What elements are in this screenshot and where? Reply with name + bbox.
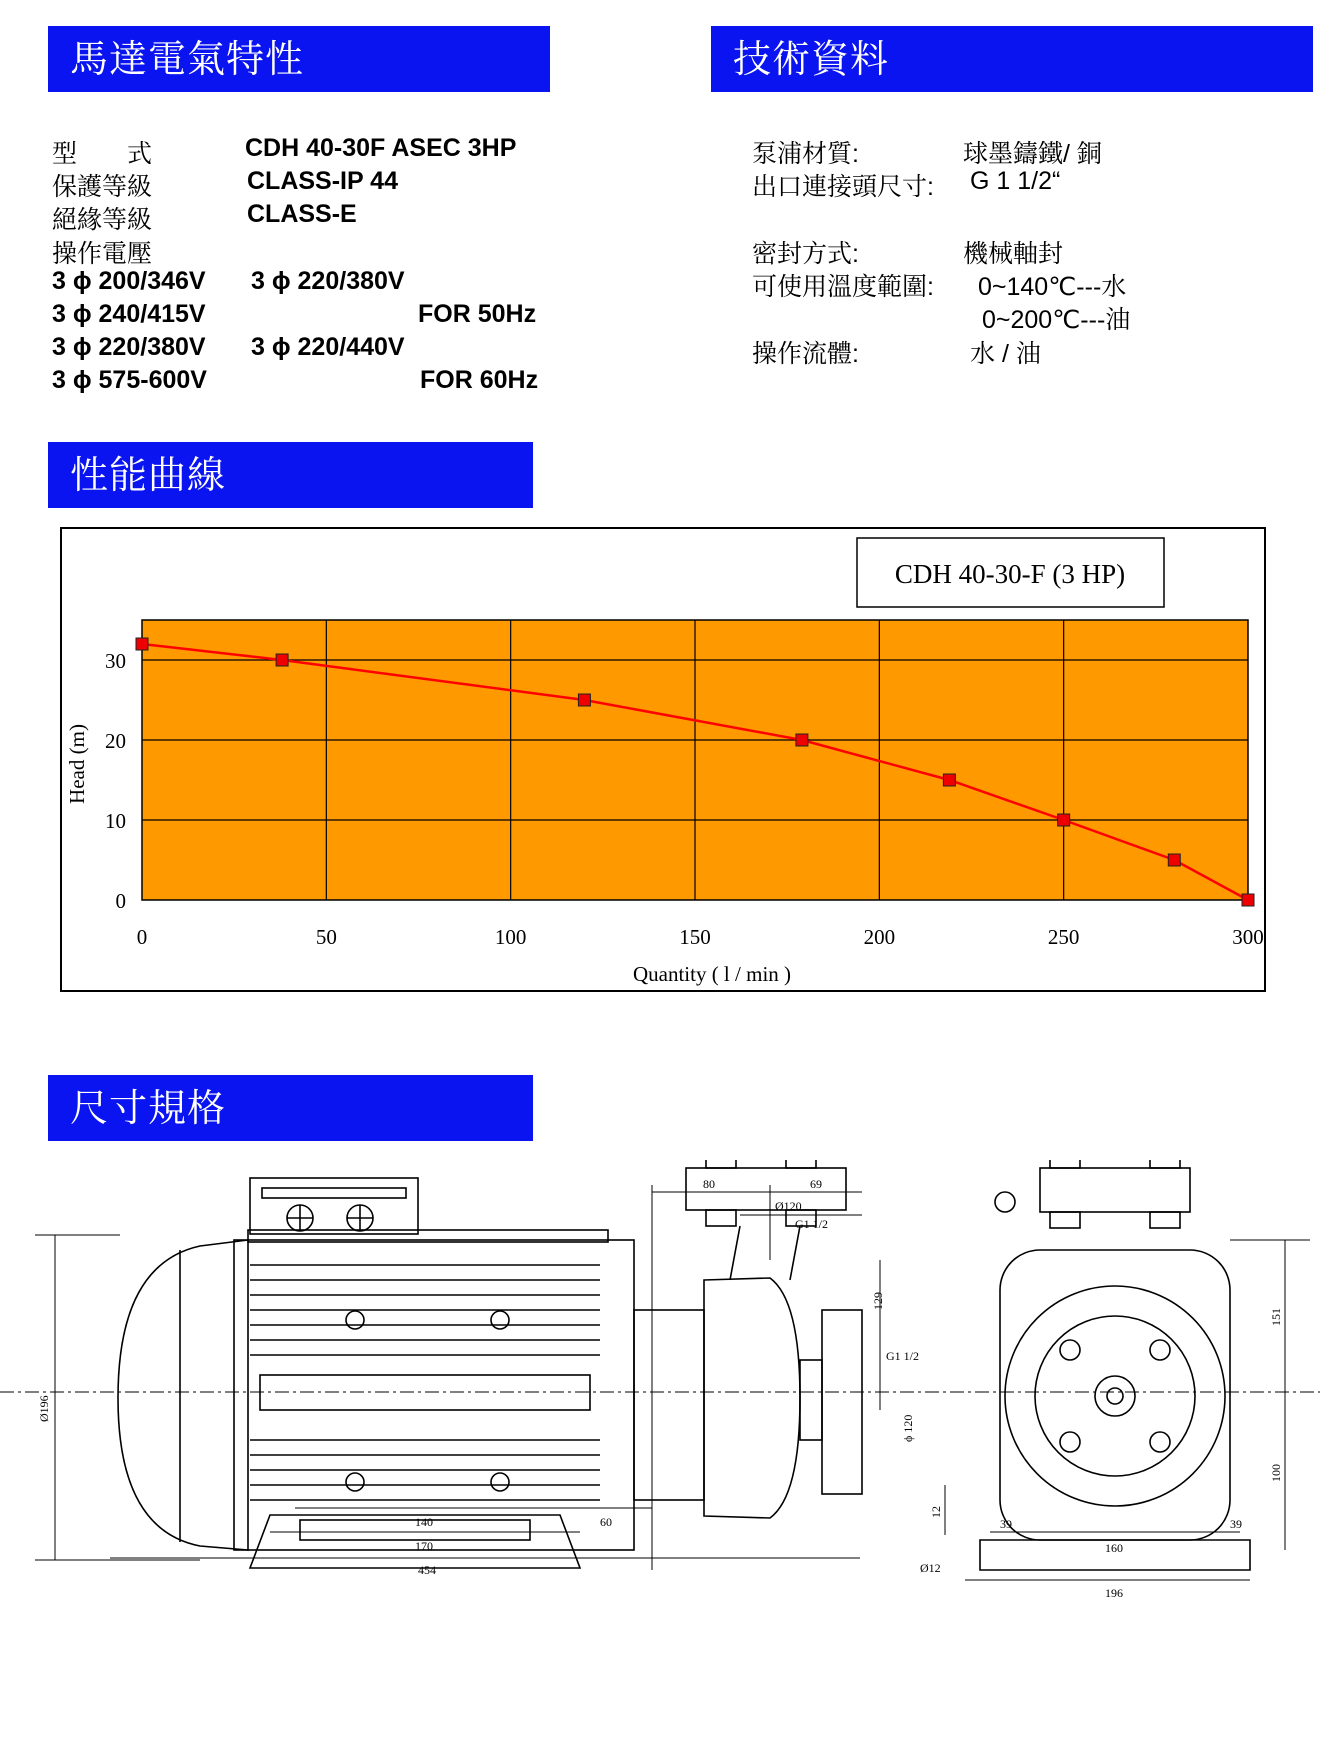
x-tick-label: 100 <box>494 925 527 949</box>
dim-phi120: ϕ 120 <box>901 1414 915 1442</box>
tech-value-temp-water: 0~140℃---水 <box>978 273 1127 301</box>
tech-value-material: 球墨鑄鐵/ 銅 <box>963 140 1102 168</box>
dimensions-section-title: 尺寸規格 <box>48 1075 533 1141</box>
y-tick-label: 20 <box>105 729 126 753</box>
voltage-row-4-c: FOR 60Hz <box>420 366 539 394</box>
voltage-row-1-b: 3 ϕ 220/380V <box>251 267 405 295</box>
tech-label-outlet: 出口連接頭尺寸: <box>752 173 934 201</box>
x-axis-label: Quantity ( l / min ) <box>632 962 792 986</box>
tech-section-title: 技術資料 <box>711 26 1313 92</box>
end-view-flange <box>1005 1286 1225 1506</box>
dim-o196: Ø196 <box>37 1395 51 1422</box>
data-point-marker <box>276 654 288 666</box>
terminal-box-lid <box>262 1188 406 1198</box>
terminal-box <box>250 1178 418 1234</box>
outlet-flange <box>822 1310 862 1494</box>
x-tick-label: 300 <box>1232 925 1264 949</box>
tech-value-outlet: G 1 1/2“ <box>970 167 1061 195</box>
tech-label-seal: 密封方式: <box>752 240 859 268</box>
motor-section-title: 馬達電氣特性 <box>48 26 550 92</box>
dim-39-left: 39 <box>1000 1517 1012 1531</box>
dim-69: 69 <box>810 1177 822 1191</box>
dim-g1-side: G1 1/2 <box>886 1349 919 1363</box>
x-tick-label: 150 <box>679 925 711 949</box>
y-tick-label: 30 <box>105 649 126 673</box>
voltage-row-4-a: 3 ϕ 575-600V <box>52 366 207 394</box>
y-tick-label: 0 <box>115 889 126 913</box>
data-point-marker <box>1242 894 1254 906</box>
dim-129: 129 <box>871 1292 885 1310</box>
voltage-row-2-c: FOR 50Hz <box>418 300 537 328</box>
spec-label-voltage: 操作電壓 <box>52 239 153 268</box>
x-tick-label: 200 <box>863 925 896 949</box>
dim-454: 454 <box>418 1563 436 1577</box>
dim-60: 60 <box>600 1515 612 1529</box>
dim-12: 12 <box>929 1506 943 1518</box>
data-point-marker <box>578 694 590 706</box>
tech-value-fluid: 水 / 油 <box>970 340 1041 368</box>
motor-end-cap <box>118 1240 248 1550</box>
motor-body <box>234 1240 634 1550</box>
end-view-top-flange <box>1040 1168 1190 1212</box>
performance-section-title: 性能曲線 <box>48 442 533 508</box>
voltage-row-3-a: 3 ϕ 220/380V <box>52 333 206 361</box>
tech-value-temp-oil: 0~200℃---油 <box>982 306 1131 334</box>
dim-100: 100 <box>1269 1464 1283 1482</box>
spec-label-protection: 保護等級 <box>52 172 153 201</box>
spec-value-protection: CLASS-IP 44 <box>247 167 398 195</box>
chart-title: CDH 40-30-F (3 HP) <box>894 559 1126 589</box>
y-tick-label: 10 <box>105 809 126 833</box>
pump-bracket <box>634 1310 704 1500</box>
y-axis-label: Head (m) <box>65 724 89 804</box>
x-tick-label: 250 <box>1047 925 1080 949</box>
spec-label-type: 型 式 <box>52 139 153 168</box>
dim-151: 151 <box>1269 1308 1283 1326</box>
cooling-fins <box>250 1265 600 1500</box>
spec-value-type: CDH 40-30F ASEC 3HP <box>245 134 517 162</box>
dim-170: 170 <box>415 1539 433 1553</box>
tech-label-material: 泵浦材質: <box>752 140 859 168</box>
voltage-row-3-b: 3 ϕ 220/440V <box>251 333 405 361</box>
dim-160: 160 <box>1105 1541 1123 1555</box>
voltage-row-1-a: 3 ϕ 200/346V <box>52 267 206 295</box>
spec-value-insulation: CLASS-E <box>247 200 357 228</box>
tech-label-fluid: 操作流體: <box>752 340 859 368</box>
data-point-marker <box>1168 854 1180 866</box>
pump-casing <box>704 1278 800 1518</box>
performance-chart <box>60 527 1266 992</box>
data-point-marker <box>1058 814 1070 826</box>
x-tick-label: 50 <box>315 925 337 949</box>
dim-80: 80 <box>703 1177 715 1191</box>
tech-label-temp: 可使用溫度範圍: <box>752 273 934 301</box>
tech-value-seal: 機械軸封 <box>963 240 1064 268</box>
data-point-marker <box>796 734 808 746</box>
dim-196: 196 <box>1105 1586 1123 1600</box>
chart-svg <box>62 529 1268 994</box>
voltage-row-2-a: 3 ϕ 240/415V <box>52 300 206 328</box>
dim-39-right: 39 <box>1230 1517 1242 1531</box>
dim-o120: Ø120 <box>775 1199 802 1213</box>
dim-g1-top: G1 1/2 <box>795 1217 828 1231</box>
data-point-marker <box>943 774 955 786</box>
x-tick-label: 0 <box>136 925 148 949</box>
dim-phi12: Ø12 <box>920 1561 941 1575</box>
dim-140: 140 <box>415 1515 433 1529</box>
spec-label-insulation: 絕緣等級 <box>52 205 153 234</box>
data-point-marker <box>136 638 148 650</box>
dimension-drawing <box>0 1160 1344 1738</box>
